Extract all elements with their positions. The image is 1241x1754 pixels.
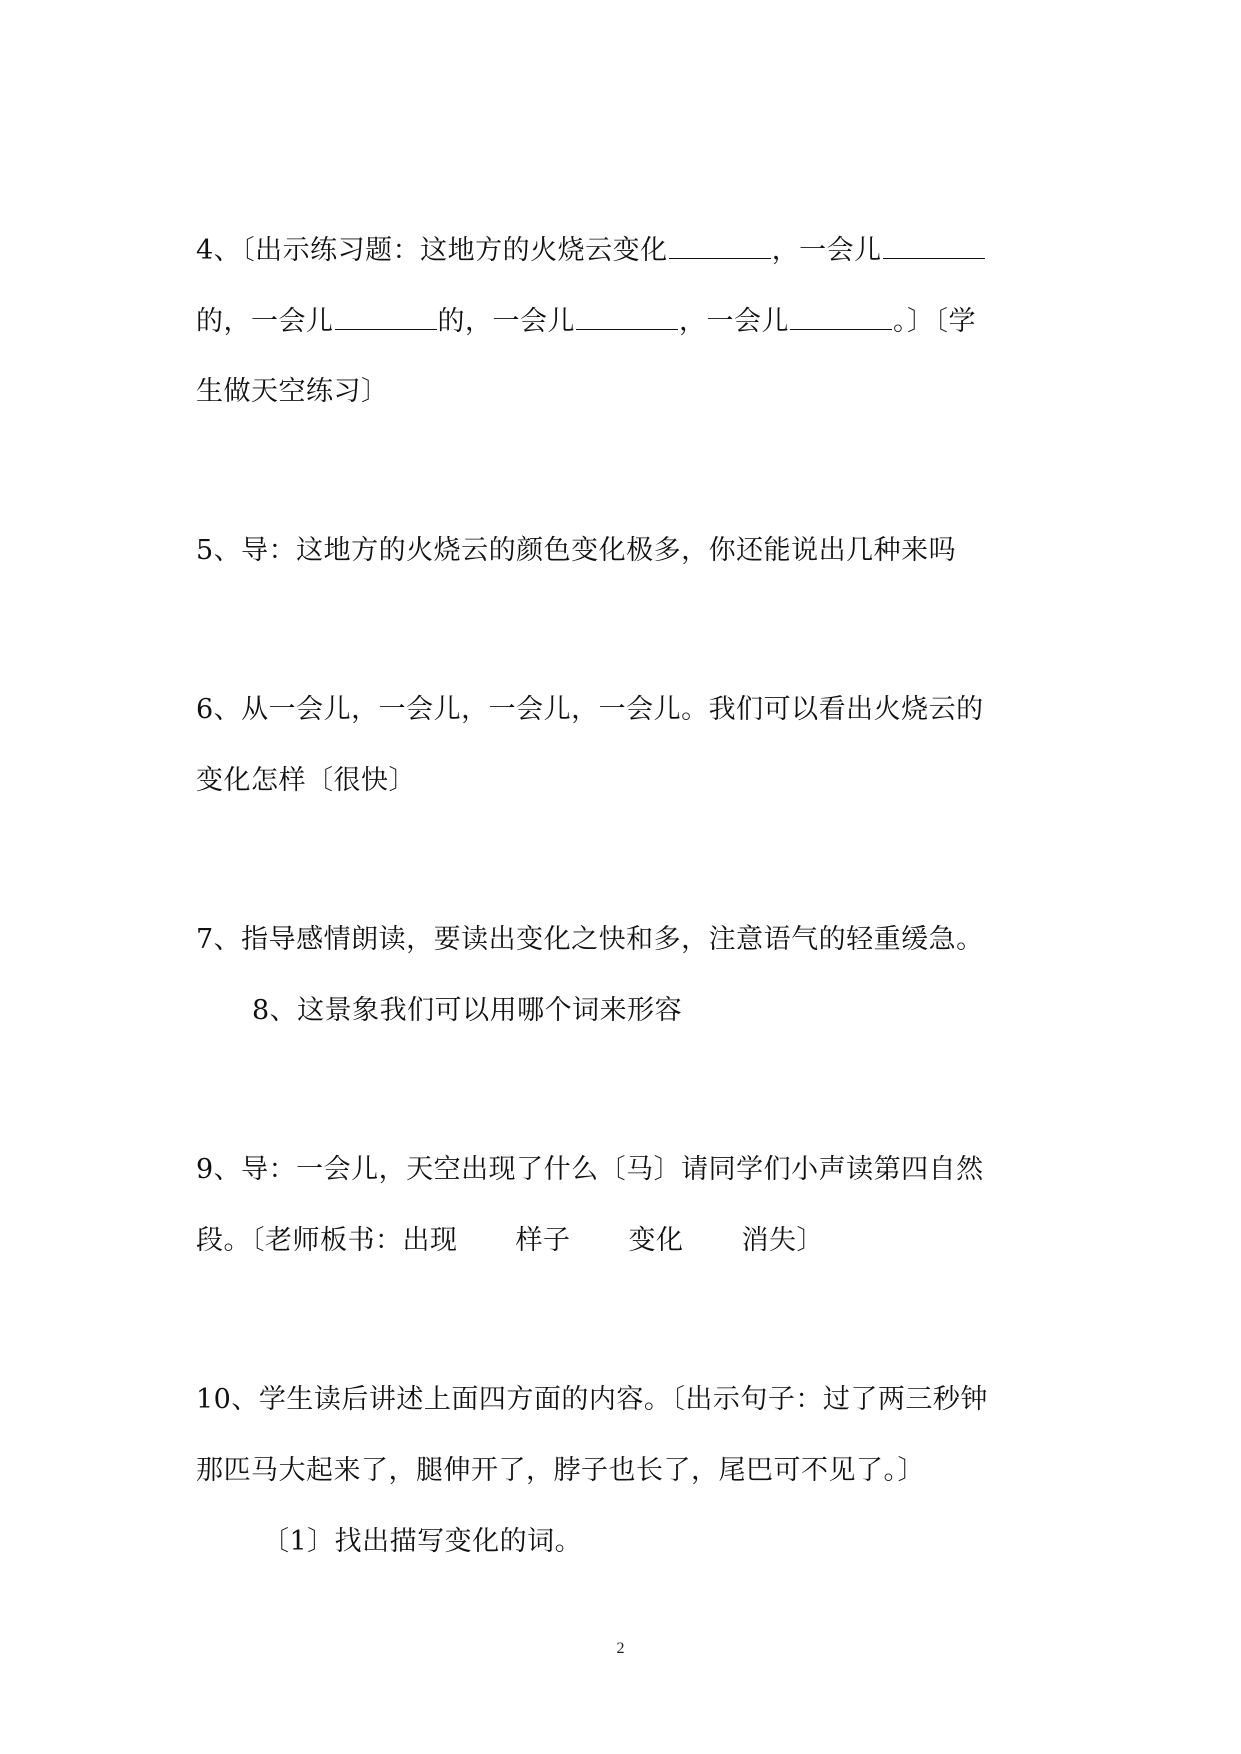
item-6-line-2: 变化怎样〔很快〕	[196, 765, 416, 796]
answer-blank	[335, 303, 437, 330]
item-4-line-1	[196, 232, 986, 269]
text-segment: 变化	[628, 1225, 684, 1256]
item-7: 7、指导感情朗读，要读出变化之快和多，注意语气的轻重缓急。	[196, 924, 984, 955]
answer-blank	[669, 232, 771, 259]
answer-blank	[883, 232, 985, 259]
item-4-line-3: 生做天空练习〕	[196, 376, 389, 407]
page-number: 2	[616, 1640, 625, 1657]
text-segment: 的，一会儿	[196, 306, 334, 337]
item-10-line-2: 那匹马大起来了，腿伸开了，脖子也长了，尾巴可不见了。〕	[196, 1455, 925, 1486]
text-segment: 段。〔老师板书：出现	[196, 1225, 458, 1256]
item-9-line-2	[196, 1223, 824, 1259]
text-segment: 消失〕	[741, 1225, 824, 1256]
answer-blank	[576, 303, 678, 330]
item-8: 8、这景象我们可以用哪个词来形容	[252, 995, 683, 1026]
item-9-line-1: 9、导：一会儿，天空出现了什么〔马〕请同学们小声读第四自然	[196, 1154, 984, 1185]
item-6-line-1: 6、从一会儿，一会儿，一会儿，一会儿。我们可以看出火烧云的	[196, 694, 984, 725]
item-4-line-2	[196, 303, 976, 340]
text-segment: 4、〔出示练习题：这地方的火烧云变化	[196, 235, 668, 266]
item-10-line-1: 10、学生读后讲述上面四方面的内容。〔出示句子：过了两三秒钟	[196, 1384, 988, 1415]
answer-blank	[790, 303, 892, 330]
item-5: 5、导：这地方的火烧云的颜色变化极多，你还能说出几种来吗	[196, 535, 957, 566]
text-segment: 。〕〔学	[893, 306, 976, 337]
text-segment: 样子	[515, 1225, 571, 1256]
text-segment: 的，一会儿	[437, 306, 575, 337]
text-segment: ，一会儿	[679, 306, 789, 337]
item-10-sub-1: 〔1〕找出描写变化的词。	[262, 1526, 583, 1557]
text-segment: ，一会儿	[771, 235, 882, 266]
